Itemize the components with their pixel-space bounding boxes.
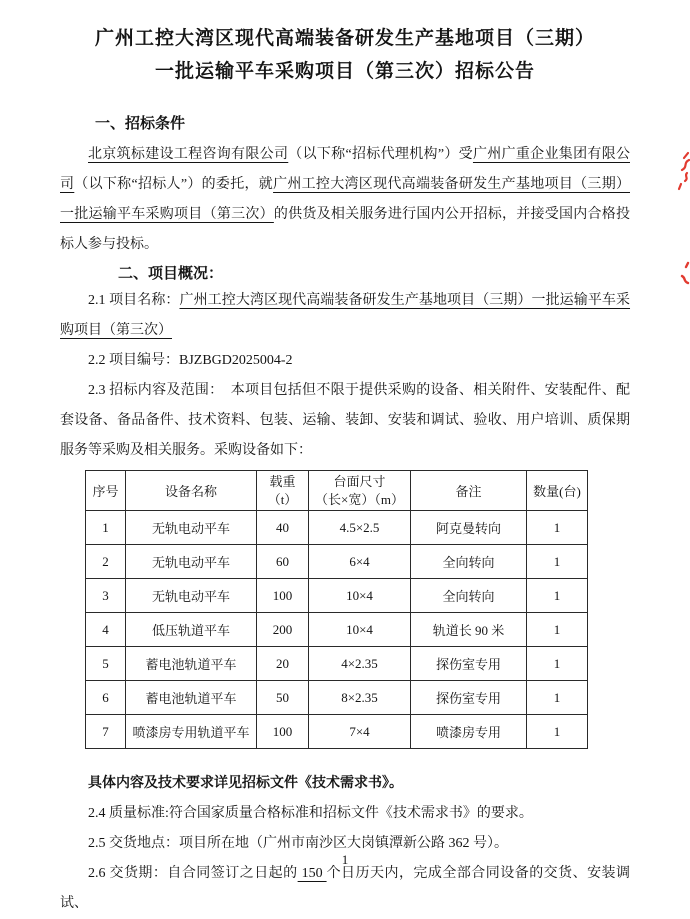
agency-name: 北京筑标建设工程咨询有限公司 <box>88 147 289 162</box>
cell-index: 2 <box>86 545 126 579</box>
section-1-heading: 一、招标条件 <box>95 115 186 132</box>
cell-index: 1 <box>86 511 126 545</box>
cell-load: 60 <box>257 545 309 579</box>
cell-dimensions: 6×4 <box>309 545 411 579</box>
header-cell-load <box>257 471 309 511</box>
technical-requirements-note: 具体内容及技术要求详见招标文件《技术需求书》。 <box>88 774 403 790</box>
table-row <box>86 613 588 647</box>
table-header-row <box>86 471 588 511</box>
cell-remark: 探伤室专用 <box>411 647 527 681</box>
table-row <box>86 647 588 681</box>
table-row <box>86 681 588 715</box>
cell-equipment-name: 蓄电池轨道平车 <box>126 647 257 681</box>
header-dim-line2: （长×宽）（m） <box>315 491 404 507</box>
tenderee-name: 广州广重企业集团有限公司 <box>60 147 630 192</box>
text-segment: 的供货及相关服务进行国内公开招标，并接受国内合格投标人参与投标。 <box>60 207 631 252</box>
cell-quantity: 1 <box>527 511 588 545</box>
cell-dimensions: 10×4 <box>309 579 411 613</box>
cell-equipment-name: 喷漆房专用轨道平车 <box>126 715 257 749</box>
header-cell-equipment-name: 设备名称 <box>126 471 257 511</box>
tender-conditions-paragraph <box>60 140 630 260</box>
cell-quantity: 1 <box>527 613 588 647</box>
page-number: 1 <box>341 852 349 867</box>
cell-equipment-name: 低压轨道平车 <box>126 613 257 647</box>
equipment-table <box>85 470 588 749</box>
document-title <box>60 22 630 88</box>
header-load-line2: （t） <box>267 491 298 507</box>
title-line-1: 广州工控大湾区现代高端装备研发生产基地项目（三期） <box>94 28 595 49</box>
delivery-days-value: 150 <box>297 866 327 881</box>
cell-index: 4 <box>86 613 126 647</box>
table-row <box>86 511 588 545</box>
cell-index: 3 <box>86 579 126 613</box>
delivery-period-item <box>60 859 630 919</box>
header-cell-remark: 备注 <box>411 471 527 511</box>
cell-remark: 探伤室专用 <box>411 681 527 715</box>
cell-load: 100 <box>257 715 309 749</box>
cell-load: 20 <box>257 647 309 681</box>
cell-load: 200 <box>257 613 309 647</box>
cell-dimensions: 8×2.35 <box>309 681 411 715</box>
cell-equipment-name: 无轨电动平车 <box>126 511 257 545</box>
text-segment: （以下称“招标人”）的委托，就 <box>74 177 274 192</box>
item-2-6-post: 个日历天内，完成全部合同设备的交货、安装调试、 <box>60 866 631 911</box>
cell-index: 6 <box>86 681 126 715</box>
cell-load: 100 <box>257 579 309 613</box>
header-cell-index: 序号 <box>86 471 126 511</box>
cell-load: 50 <box>257 681 309 715</box>
project-number-item: 2.2 项目编号：BJZBGD2025004-2 <box>88 353 293 368</box>
cell-remark: 轨道长 90 米 <box>411 613 527 647</box>
table-row <box>86 715 588 749</box>
header-cell-dimensions <box>309 471 411 511</box>
section-2-heading: 二、项目概况： <box>118 265 224 282</box>
cell-remark: 全向转向 <box>411 545 527 579</box>
cell-quantity: 1 <box>527 681 588 715</box>
scope-item: 2.3 招标内容及范围： 本项目包括但不限于提供采购的设备、相关附件、安装配件、配套设备、备品备件、技术资料、包装、运输、装卸、安装和调试、验收、用户培训、质保期服务等采购及相关服务。采购设备如下： <box>60 383 630 458</box>
project-name-item <box>60 286 630 346</box>
cell-quantity: 1 <box>527 715 588 749</box>
cell-index: 5 <box>86 647 126 681</box>
seal-fragment-icon <box>677 150 690 198</box>
table-row <box>86 545 588 579</box>
cell-quantity: 1 <box>527 647 588 681</box>
cell-dimensions: 7×4 <box>309 715 411 749</box>
cell-remark: 阿克曼转向 <box>411 511 527 545</box>
item-2-1-value: 广州工控大湾区现代高端装备研发生产基地项目（三期）一批运输平车采购项目（第三次） <box>60 293 631 338</box>
cell-dimensions: 4.5×2.5 <box>309 511 411 545</box>
title-line-2: 一批运输平车采购项目（第三次）招标公告 <box>154 61 535 82</box>
delivery-place-item: 2.5 交货地点：项目所在地（广州市南沙区大岗镇潭新公路 362 号）。 <box>88 836 508 851</box>
seal-fragment-icon <box>679 260 690 288</box>
cell-remark: 全向转向 <box>411 579 527 613</box>
cell-load: 40 <box>257 511 309 545</box>
cell-remark: 喷漆房专用 <box>411 715 527 749</box>
text-segment: （以下称“招标代理机构”）受 <box>288 147 473 162</box>
quality-standard-item: 2.4 质量标准:符合国家质量合格标准和招标文件《技术需求书》的要求。 <box>88 806 533 821</box>
cell-index: 7 <box>86 715 126 749</box>
header-load-line1: 载重 <box>269 473 296 489</box>
cell-equipment-name: 无轨电动平车 <box>126 545 257 579</box>
cell-quantity: 1 <box>527 579 588 613</box>
item-2-1-label: 2.1 项目名称： <box>88 293 180 308</box>
cell-equipment-name: 蓄电池轨道平车 <box>126 681 257 715</box>
header-cell-quantity: 数量(台) <box>527 471 588 511</box>
header-dim-line1: 台面尺寸 <box>333 473 386 489</box>
project-name: 广州工控大湾区现代高端装备研发生产基地项目（三期）一批运输平车采购项目（第三次） <box>60 177 630 222</box>
table-row <box>86 579 588 613</box>
cell-quantity: 1 <box>527 545 588 579</box>
item-2-6-pre: 2.6 交货期：自合同签订之日起的 <box>88 866 298 881</box>
cell-dimensions: 4×2.35 <box>309 647 411 681</box>
cell-equipment-name: 无轨电动平车 <box>126 579 257 613</box>
cell-dimensions: 10×4 <box>309 613 411 647</box>
